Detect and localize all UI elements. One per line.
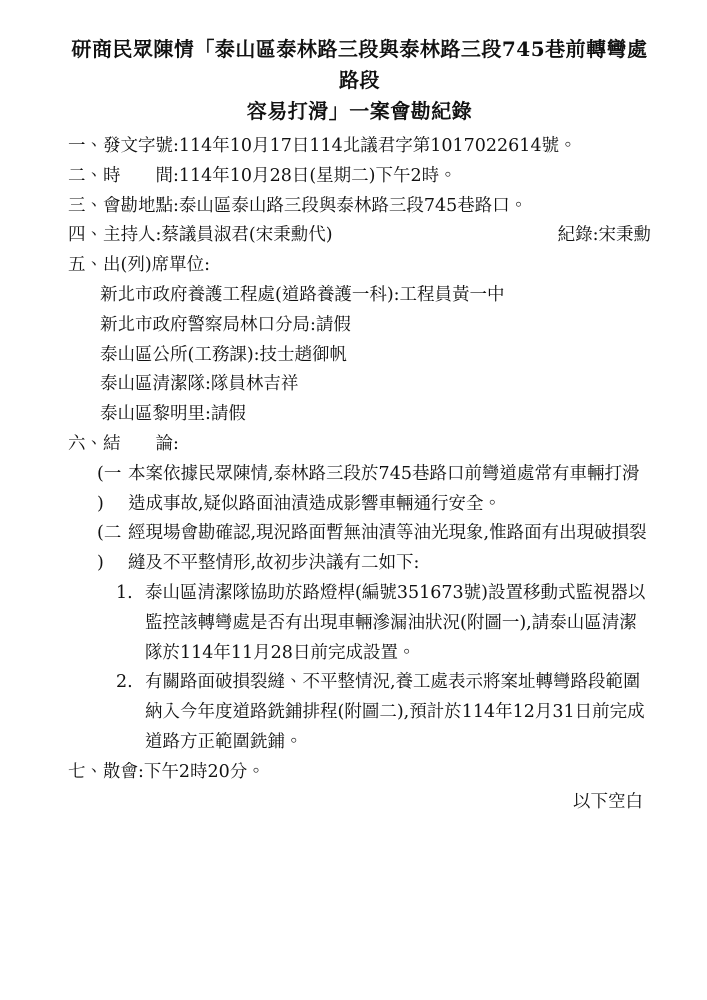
document-title-line-2: 容易打滑」一案會勘紀錄 (246, 99, 473, 123)
adjourn-line: 七、散會:下午2時20分。 (68, 761, 265, 782)
document-title (68, 34, 651, 127)
attendee-row: 泰山區黎明里:請假 (100, 404, 246, 425)
decision-item-2-number: 2. (116, 672, 133, 693)
document-title-line-1: 研商民眾陳情「泰山區泰林路三段與泰林路三段745巷前轉彎處路段 (71, 37, 648, 92)
attendee-row: 泰山區清潔隊:隊員林吉祥 (100, 374, 299, 395)
attendee-row: 泰山區公所(工務課):技士趙御帆 (100, 344, 348, 365)
decision-item-2 (116, 668, 651, 757)
inspection-location-line: 三、會勘地點:泰山區泰山路三段與泰林路三段745巷路口。 (68, 195, 528, 216)
attendee-row: 新北市政府養護工程處(道路養護一科):工程員黃一中 (100, 284, 505, 305)
conclusion-header: 六、結 論: (68, 433, 179, 454)
host-line (68, 221, 651, 251)
conclusion-point-1-text: 本案依據民眾陳情,泰林路三段於745巷路口前彎道處常有車輛打滑造成事故,疑似路面油漬造成影響車輛通行安全。 (128, 463, 640, 514)
decision-item-1-number: 1. (116, 582, 133, 603)
host-name: 四、主持人:蔡議員淑君(宋秉勳代) (68, 225, 333, 246)
attendee-row: 新北市政府警察局林口分局:請假 (100, 314, 351, 335)
blank-below-note: 以下空白 (573, 791, 643, 812)
conclusion-point-2 (97, 519, 651, 579)
recorder-name: 紀錄:宋秉勳 (557, 225, 651, 246)
conclusion-point-1-label: (一) (97, 463, 122, 514)
conclusion-point-2-text: 經現場會勘確認,現況路面暫無油漬等油光現象,惟路面有出現破損裂縫及不平整情形,故初步決議有二如下: (128, 523, 647, 574)
decision-item-2-text: 有關路面破損裂縫、不平整情況,養工處表示將案址轉彎路段範圍納入今年度道路銑鋪排程(附圖二),預計於114年12月31日前完成道路方正範圍銑鋪。 (145, 672, 645, 752)
decision-item-1 (116, 579, 651, 668)
attendees-header: 五、出(列)席單位: (68, 255, 211, 276)
conclusion-point-1 (97, 460, 651, 520)
decision-item-1-text: 泰山區清潔隊協助於路燈桿(編號351673號)設置移動式監視器以監控該轉彎處是否有出現車輛滲漏油狀況(附圖一),請泰山區清潔隊於114年11月28日前完成設置。 (145, 582, 646, 663)
conclusion-point-2-label: (二) (97, 523, 122, 574)
meeting-time-line: 二、時 間:114年10月28日(星期二)下午2時。 (68, 165, 457, 186)
document-body (68, 132, 651, 817)
doc-number-line: 一、發文字號:114年10月17日114北議君字第1017022614號。 (68, 136, 577, 156)
